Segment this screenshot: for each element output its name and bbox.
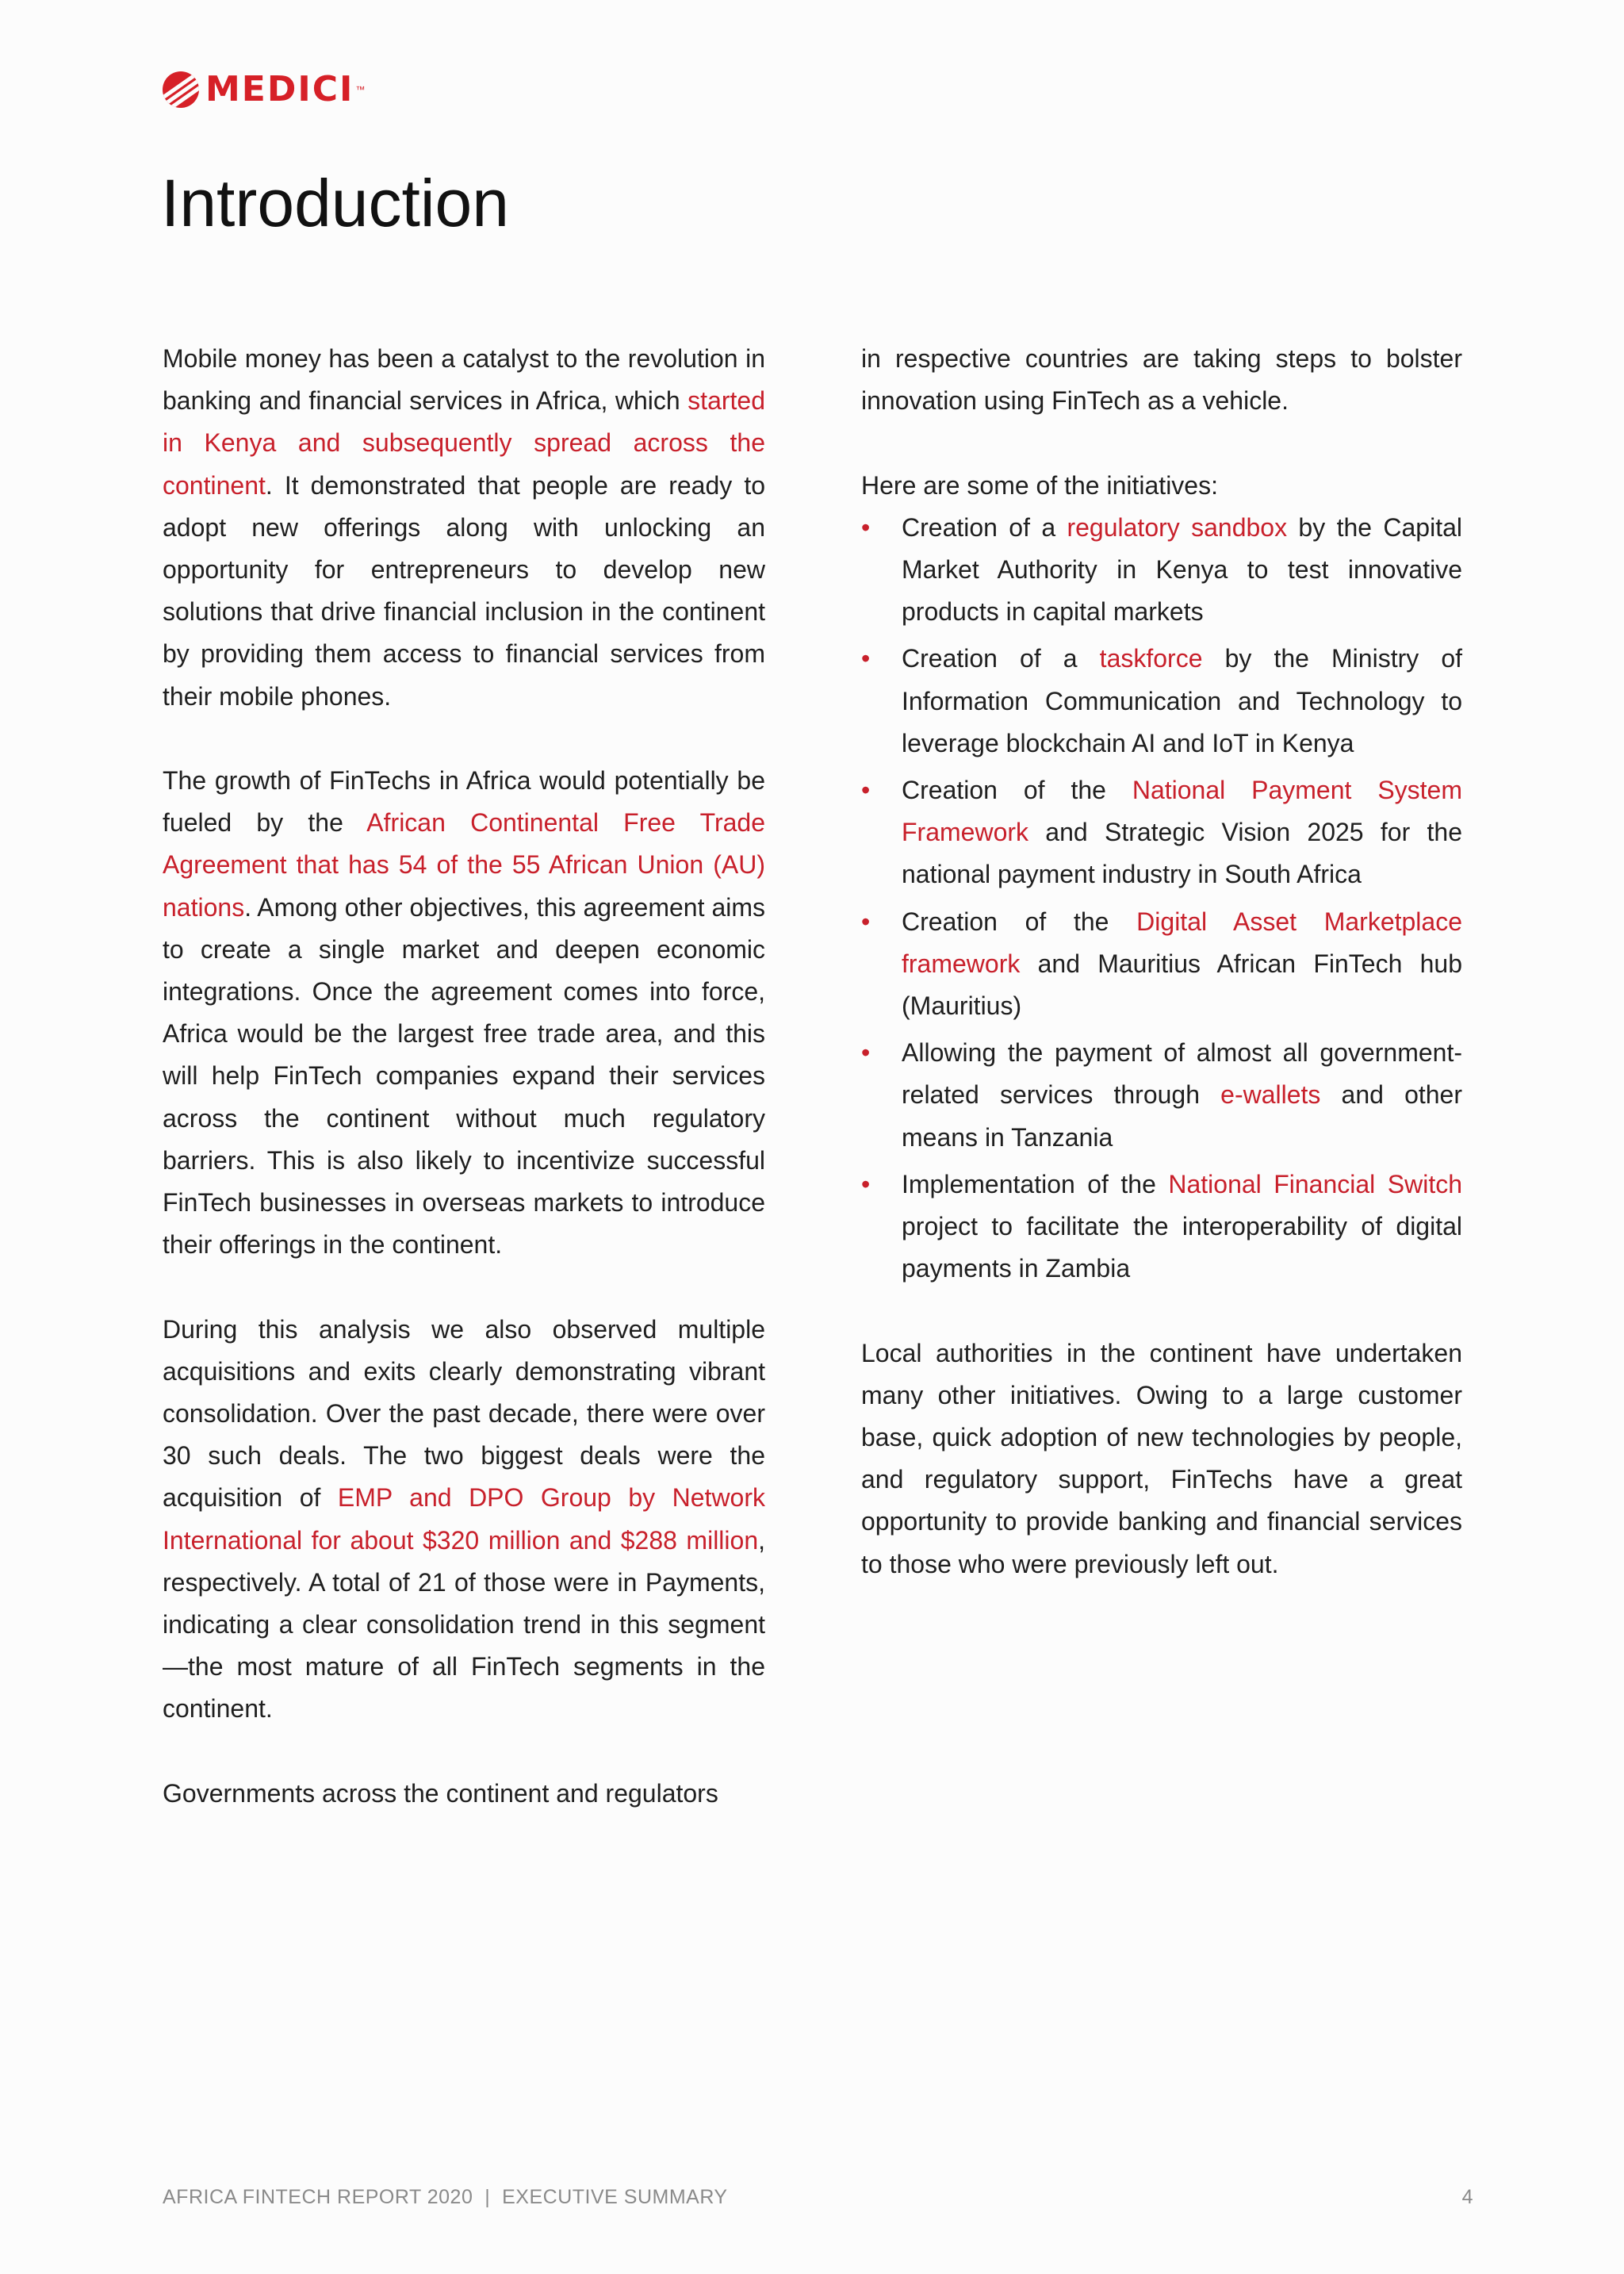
link-kenya-spread[interactable]: started in Kenya and subsequently spread across the continent: [163, 386, 765, 500]
trademark-mark: ™: [355, 84, 366, 95]
list-item: [861, 1032, 1462, 1159]
text: by the Capital Market Authority in Kenya to test innovative products in capital markets: [902, 512, 1463, 627]
text: Allowing the payment of almost all government-related services through: [902, 1038, 1462, 1110]
text: Mobile money has been a catalyst to the revolution in banking and financial services in Africa, which: [163, 344, 765, 416]
brand-name: MEDICI: [205, 69, 354, 109]
text: and Mauritius African FinTech hub (Mauritius): [902, 949, 1462, 1021]
link-national-payment-system[interactable]: National Payment System Framework: [902, 776, 1463, 847]
page-title: Introduction: [161, 166, 509, 240]
list-item: [861, 1164, 1462, 1290]
list-item: [861, 638, 1462, 765]
list-item: [861, 901, 1462, 1028]
initiatives-intro: Here are some of the initiatives:: [861, 470, 1218, 500]
text: The growth of FinTechs in Africa would potentially be fueled by the: [163, 766, 765, 838]
link-digital-asset-marketplace[interactable]: Digital Asset Marketplace framework: [902, 907, 1463, 978]
text: by the Ministry of Information Communication and Technology to leverage blockchain AI and IoT in Kenya: [902, 644, 1462, 757]
link-national-financial-switch[interactable]: National Financial Switch: [1168, 1169, 1463, 1198]
text: Creation of the: [902, 907, 1137, 936]
link-afcfta[interactable]: African Continental Free Trade Agreement that has 54 of the 55 African Union (AU) nations: [163, 808, 766, 922]
initiatives-list: [861, 507, 1462, 1290]
link-e-wallets[interactable]: e-wallets: [1220, 1080, 1321, 1110]
page-footer: [163, 2186, 1473, 2209]
text: and other means in Tanzania: [902, 1080, 1463, 1152]
left-column: [163, 338, 765, 1815]
text: . It demonstrated that people are ready to adopt new offerings along with unlocking an opportunity for entrepreneurs to develop new solutions that drive financial inclusion in the continent by providing them access to financial services from their mobile phones.: [163, 470, 765, 711]
brand-logo: [163, 70, 365, 109]
text: Creation of a: [902, 644, 1100, 673]
link-taskforce[interactable]: taskforce: [1099, 644, 1203, 673]
right-column: [861, 338, 1462, 1586]
text: . Among other objectives, this agreement aims to create a single market and deepen economic integrations. Once the agreement comes into force, Africa would be the largest free trade area, and this will help FinTech companies expand their services across the continent without much regulatory barriers. This is also likely to incentivize successful FinTech businesses in overseas markets to introduce their offerings in the continent.: [163, 892, 765, 1260]
paragraph-continuation: in respective countries are taking steps to bolster innovation using FinTech as a vehicle.: [861, 344, 1462, 416]
footer-report-title: AFRICA FINTECH REPORT 2020 | EXECUTIVE SUMMARY: [163, 2186, 728, 2208]
text: During this analysis we also observed multiple acquisitions and exits clearly demonstrating vibrant consolidation. Over the past decade, there were over 30 such deals. The two biggest deals were the acquisition of: [163, 1314, 765, 1513]
paragraph-local-authorities: Local authorities in the continent have undertaken many other initiatives. Owing to a large customer base, quick adoption of new technologies by people, and regulatory support, FinTechs have a great opportunity to provide banking and financial services to those who were previously left out.: [861, 1338, 1462, 1578]
list-item: [861, 507, 1462, 634]
paragraph-acquisitions: [163, 1309, 765, 1731]
paragraph-governments: Governments across the continent and regulators: [163, 1778, 718, 1808]
paragraph-mobile-money: [163, 338, 765, 718]
text: Creation of a: [902, 512, 1067, 542]
text: Creation of the: [902, 776, 1132, 805]
list-item: [861, 769, 1462, 896]
link-emp-dpo[interactable]: EMP and DPO Group by Network International for about $320 million and $288 million: [163, 1483, 766, 1555]
page-number: 4: [1461, 2186, 1473, 2208]
paragraph-growth: [163, 760, 765, 1266]
link-regulatory-sandbox[interactable]: regulatory sandbox: [1067, 512, 1288, 542]
text: Implementation of the: [902, 1169, 1169, 1198]
text: project to facilitate the interoperability of digital payments in Zambia: [902, 1212, 1462, 1283]
medici-logo-icon: [163, 71, 199, 108]
text: and Strategic Vision 2025 for the national payment industry in South Africa: [902, 818, 1462, 889]
text: , respectively. A total of 21 of those were in Payments, indicating a clear consolidation trend in this segment—the most mature of all FinTech segments in the continent.: [163, 1525, 765, 1724]
